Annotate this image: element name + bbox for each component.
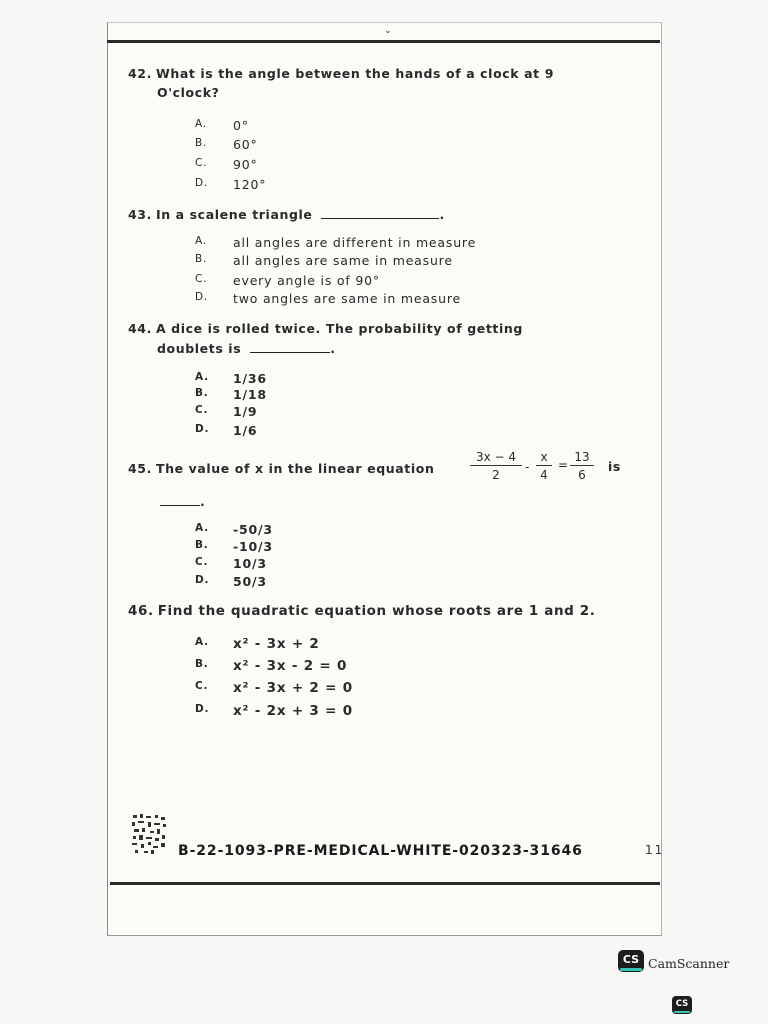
fraction-2: $\frac{x}{4}$ [536,450,552,482]
camscanner-name: CamScanner [648,956,730,971]
question-text: Find the quadratic equation whose roots are 1 and 2. [157,603,596,619]
answer-blank [321,208,439,219]
question-45-blank-line: . [160,494,205,509]
question-number: 45. [128,461,152,476]
question-43: 43. In a scalene triangle . [128,207,445,222]
fraction-1: $\frac{3x - 4}{2}$ [470,450,522,482]
minus-sign: - [525,460,530,474]
question-text: What is the angle between the hands of a clock at 9 [155,66,554,81]
question-44 [128,321,523,336]
question-number: 42. [128,66,152,81]
camscanner-small-logo-icon: CS [672,996,692,1014]
equals-sign: = [558,458,569,472]
top-mark: ⌄ [384,26,392,36]
document-code: B-22-1093-PRE-MEDICAL-WHITE-020323-31646 [178,843,583,859]
question-45-tail: is [608,459,621,474]
qr-code-icon [131,813,169,855]
page-number: 11 [645,843,665,857]
question-text: In a scalene triangle [155,207,313,222]
question-42-cont: O'clock? [157,85,220,100]
question-42 [128,66,554,81]
question-number: 46. [128,603,154,619]
bottom-rule [110,882,660,885]
camscanner-logo-icon: CS [618,950,644,972]
answer-blank [160,495,200,506]
question-44-cont: doublets is . [157,341,336,356]
fraction-3: $\frac{13}{6}$ [570,450,594,482]
answer-blank [250,342,330,353]
question-text: The value of x in the linear equation [155,461,435,476]
question-45 [128,461,434,476]
question-number: 44. [128,321,152,336]
top-rule [107,40,660,43]
question-text: A dice is rolled twice. The probability of getting [155,321,523,336]
question-46 [128,603,595,619]
question-number: 43. [128,207,152,222]
